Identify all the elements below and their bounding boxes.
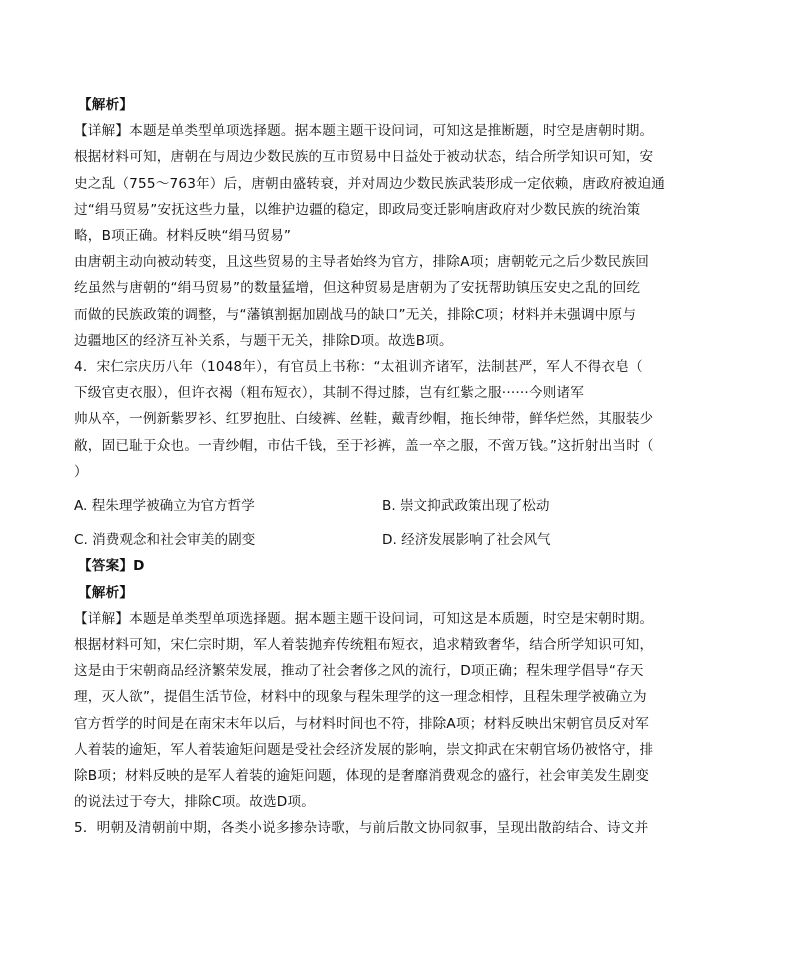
q4-analysis-line: 这是由于宋朝商品经济繁荣发展，推动了社会奢侈之风的流行，D项正确；程朱理学倡导“存天 [74,663,644,680]
q4-stem-line: ） [74,463,88,480]
q4-stem-line: 4．宋仁宗庆历八年（1048年），有官员上书称：“太祖训齐诸军，法制甚严，军人不得衣皂（ [74,359,643,376]
q3-analysis-line: 边疆地区的经济互补关系，与题干无关，排除D项。故选B项。 [74,332,453,349]
q4-options-row-1 [74,493,727,519]
q3-analysis-line: 根据材料可知，唐朝在与周边少数民族的互市贸易中日益处于被动状态，结合所学知识可知，安 [74,149,654,166]
q4-option-a: A. 程朱理学被确立为官方哲学 [74,498,255,515]
q3-analysis-heading: 【解析】 [78,97,134,113]
q4-analysis-line: 人着装的逾矩，军人着装逾矩问题是受社会经济发展的影响，崇文抑武在宋朝官场仍被恪守，排 [74,741,654,758]
q4-stem-line: 敝，固已耻于众也。一青纱帽，市估千钱，至于衫裤，盖一卒之服，不啻万钱。”这折射出当时（ [74,437,654,454]
q4-stem-line: 帅从卒，一例新紫罗衫、红罗抱肚、白绫裤、丝鞋，戴青纱帽，拖长绅带，鲜华烂然，其服装少 [74,411,654,428]
q4-option-c: C. 消费观念和社会审美的剧变 [74,532,256,549]
q4-analysis-line: 除B项；材料反映的是军人着装的逾矩问题，体现的是奢靡消费观念的盛行，社会审美发生剧变 [74,768,650,785]
q4-analysis-line: 的说法过于夸大，排除C项。故选D项。 [74,794,316,811]
q5-stem-line: 5．明朝及清朝前中期，各类小说多掺杂诗歌，与前后散文协同叙事，呈现出散韵结合、诗文并 [74,820,649,837]
q3-analysis-line: 而做的民族政策的调整，与“藩镇割据加剧战马的缺口”无关，排除C项；材料并未强调中原与 [74,306,637,323]
q4-option-d: D. 经济发展影响了社会风气 [382,532,551,549]
q4-analysis-line: 【详解】本题是单类型单项选择题。据本题主题干设问词，可知这是本质题，时空是宋朝时期。 [74,610,654,627]
q4-stem-line: 下级官吏衣服），但许衣褐（粗布短衣），其制不得过膝，岂有红紫之服······今则诸军 [74,385,585,402]
q3-analysis-line: 由唐朝主动向被动转变，且这些贸易的主导者始终为官方，排除A项；唐朝乾元之后少数民族回 [74,254,650,271]
q3-analysis-line: 【详解】本题是单类型单项选择题。据本题主题干设问词，可知这是推断题，时空是唐朝时期。 [74,123,654,140]
q3-analysis-body [74,118,727,354]
q4-analysis-line: 理，灭人欲”，提倡生活节俭，材料中的现象与程朱理学的这一理念相悖，且程朱理学被确立为 [74,689,647,706]
q4-option-b: B. 崇文抑武政策出现了松动 [382,498,550,515]
q4-answer: 【答案】D [78,558,145,575]
q3-analysis-line: 略，B项正确。材料反映“绢马贸易” [74,228,292,245]
q4-analysis-body [74,606,727,816]
q3-analysis-line: 过“绢马贸易”安抚这些力量，以维护边疆的稳定，即政局变迁影响唐政府对少数民族的统治策 [74,201,641,218]
q4-analysis-line: 官方哲学的时间是在南宋末年以后，与材料时间也不符，排除A项；材料反映出宋朝官员反对军 [74,715,650,732]
q4-analysis-heading: 【解析】 [78,584,134,601]
q4-analysis-line: 根据材料可知，宋仁宗时期，军人着装抛弃传统粗布短衣，追求精致奢华，结合所学知识可知， [74,637,654,654]
q4-stem [74,354,727,485]
q3-analysis-line: 史之乱（755～763年）后，唐朝由盛转衰，并对周边少数民族武装形成一定依赖，唐政府被迫通 [74,175,666,192]
q3-analysis-line: 纥虽然与唐朝的“绢马贸易”的数量猛增，但这种贸易是唐朝为了安抚帮助镇压安史之乱的回纥 [74,280,641,297]
q4-options-row-2 [74,527,727,553]
